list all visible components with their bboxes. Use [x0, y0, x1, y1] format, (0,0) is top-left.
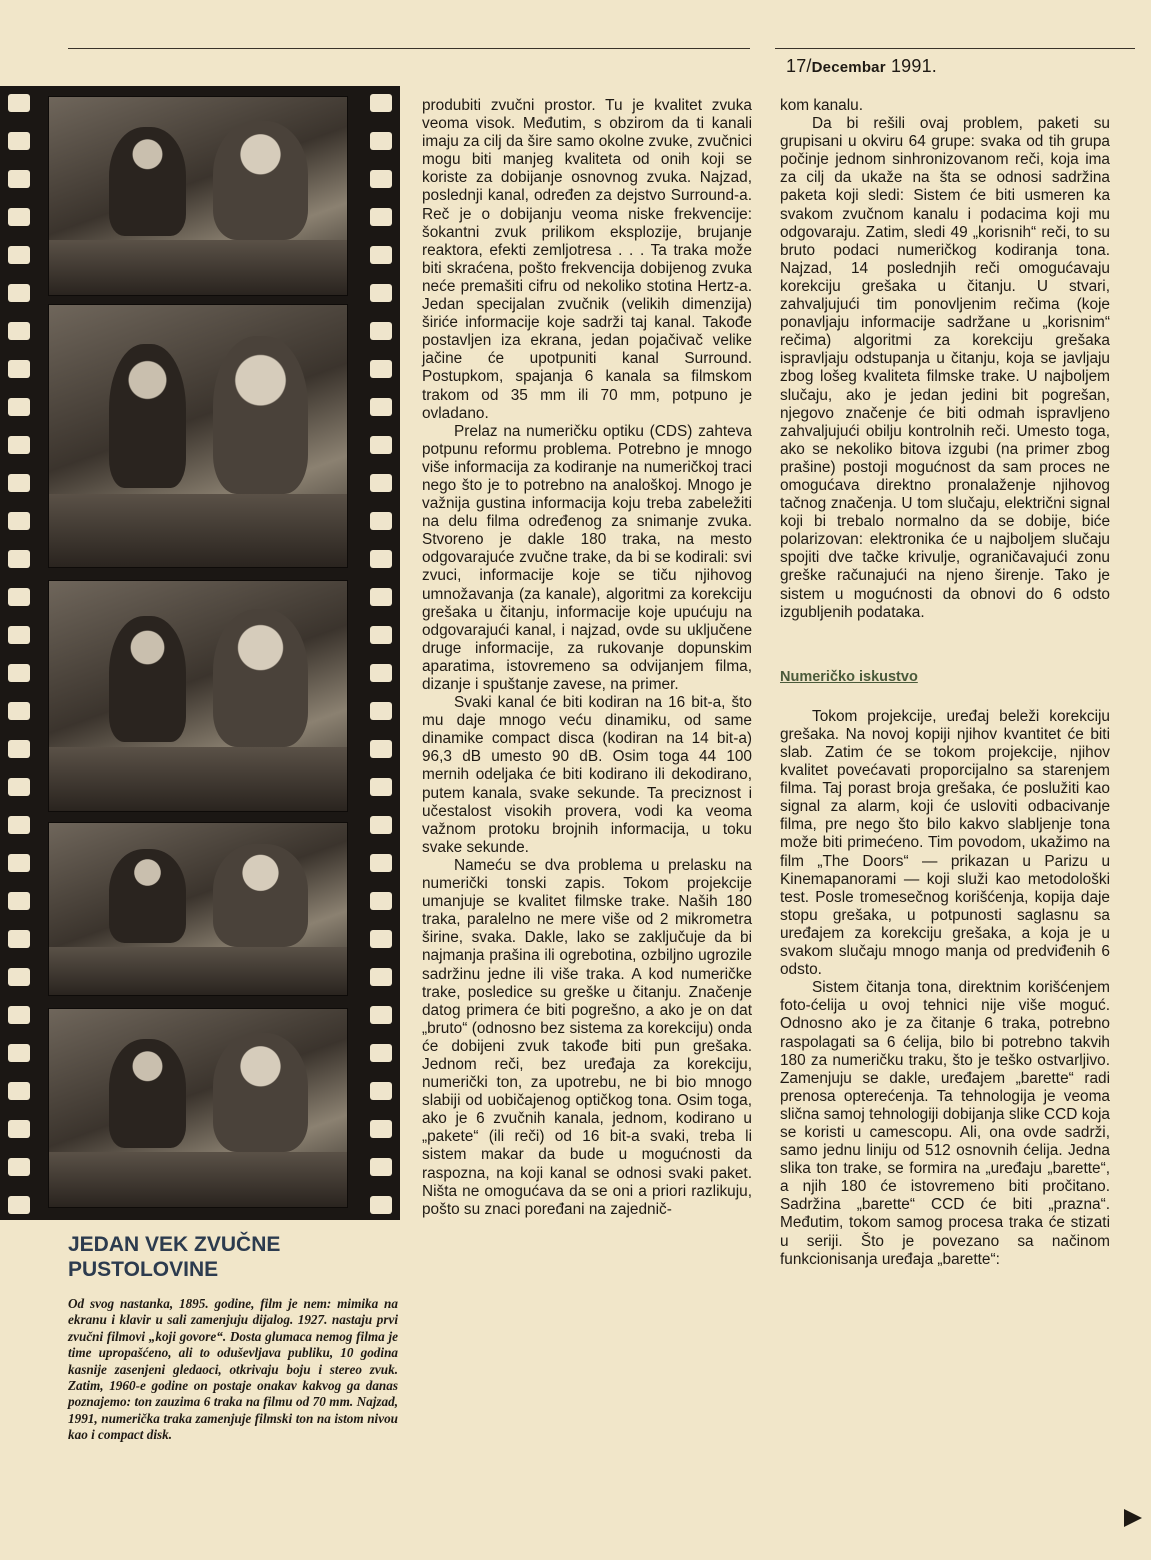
paragraph: Da bi rešili ovaj problem, paketi su grupisani u okviru 64 grupe: svaka od tih grupa počinje jednom sinhronizovanom reči, koja ima za cilj da ukaže na šta se odnosi sadržina paketa koji sledi: Sistem će biti usmeren ka svakom zvučnom kanalu i podacima koji mu odgovaraju. Zatim, sledi 49 „korisnih“ reči, to su bruto podaci numeričkog kodiranja tona. Najzad, 14 poslednjih reči omogućavaju korekciju grešaka u čitanju. U stvari, zahvaljujući tim ponovljenim rečima (koje ponavljaju informacije sadržane u „korisnim“ rečima) algoritmi za korekciju grešaka ispravljaju odstupanja u čitanju, koja se javljaju zbog lošeg kvaliteta filmske trake. U najboljem slučaju, ako je jedan jedini bit pogrešan, njegovo značenje će biti odmah ispravljeno zahvaljujući obilju kontrolnih reči. Umesto toga, ako se nekoliko bitova izgubi (na primer zbog prašine) postoji mogućnost da sam proces ne omogućava direktno pronalaženje njihovog tačnog značenja. U tom slučaju, električni signal koji bi trebalo normalno da se dobije, biće polarizovan: elektronika će u najboljem slučaju spojiti dve tačke krivulje, ograničavajući zonu greške računajući na njeno širenje. Tako je sistem u mogućnosti da obnovi do 6 odsto izgubljenih podataka. [780, 115, 1110, 621]
film-perforation [8, 208, 30, 226]
photo-figure [213, 1033, 308, 1152]
film-perforation [370, 474, 392, 492]
caption-title-line1: JEDAN VEK ZVUČNE [68, 1233, 281, 1256]
film-perforation [370, 740, 392, 758]
paragraph: Nameću se dva problema u prelasku na numerički tonski zapis. Tokom projekcije umanjuje se kvalitet filmske trake. Naših 180 traka, paralelno ne mere više od 2 mikrometra širine, svaka. Dakle, lako se zaključuje da bi najmanja prašina ili ogrebotina, ozbiljno ugrozile sadržinu jedne ili više traka. A kod numeričke trake, posledice su greške u čitanju. Značenje datog primera će biti pogrešno, a ako je on dat „bruto“ (odnosno bez sistema za korekciju) onda će dobijeni zvuk takođe biti pun grešaka. Jednom reči, bez uređaja za korekciju, numerički ton, za upotrebu, ne bi bio mnogo slabiji od uobičajenog optičkog tona. Osim toga, ako je 6 zvučnih kanala, jednom, kodirano u „pakete“ (ili reči) od 16 bit-a svaki, treba li sistem makar da bude u mogućnosti da raspozna, na koji kanal se odnosi svaki paket. Ništa ne omogućava da se oni a priori razlikuju, pošto su znaci poređani na zajednič- [422, 856, 752, 1218]
film-perforation [370, 1196, 392, 1214]
photo-figure [213, 609, 308, 747]
film-frame-photo [48, 304, 348, 568]
film-perforation [370, 778, 392, 796]
film-perforation [8, 588, 30, 606]
right-column [780, 97, 1110, 1269]
film-frame-photo [48, 1008, 348, 1208]
paragraph: kom kanalu. [780, 97, 863, 114]
film-perforation [370, 360, 392, 378]
film-perforation [8, 778, 30, 796]
film-frame-photo [48, 822, 348, 996]
photo-figure [109, 616, 186, 743]
film-frame-photo [48, 580, 348, 812]
film-perforation [8, 398, 30, 416]
issue-year: 1991. [890, 56, 938, 76]
film-perforation [370, 1006, 392, 1024]
film-perforation [370, 436, 392, 454]
page-header: 17/Decembar 1991. [786, 56, 938, 76]
photo-figure [49, 747, 347, 811]
photo-figure [109, 1039, 186, 1148]
film-perforation [8, 892, 30, 910]
caption-title [68, 1232, 398, 1282]
film-perforation [8, 854, 30, 872]
film-perforation [370, 132, 392, 150]
film-perforation [8, 284, 30, 302]
film-perforation [370, 322, 392, 340]
film-perforation [8, 740, 30, 758]
film-perforation [8, 664, 30, 682]
photo-figure [213, 336, 308, 493]
film-perforation [370, 170, 392, 188]
film-perforation [370, 588, 392, 606]
photo-figure [109, 849, 186, 944]
film-perforation [370, 816, 392, 834]
film-perforation [8, 1158, 30, 1176]
paragraph: Tokom projekcije, uređaj beleži korekciju grešaka. Na novoj kopiji njihov kvantitet će biti slab. Zatim će se tokom projekcije, njihov kvalitet povećavati proporcijalno sa starenjem filma. Taj porast broja grešaka, će poslužiti kao signal za alarm, koji će usloviti odbacivanje filma, pre nego što bilo kakvo slabljenje tona može biti primećeno. Tim povodom, ukažimo na film „The Doors“ — prikazan u Parizu u Kinemapanorami — koji služi kao metodološki test. Posle tromesečnog korišćenja, kopija daje stopu grešaka, u potpunosti saglasnu sa uređajem za korekciju grešaka, a koja je u svakom slučaju mnogo manja od predviđenih 6 odsto. [780, 707, 1110, 979]
top-rule-right [775, 48, 1135, 49]
issue-month: Decembar [811, 59, 886, 76]
film-perforation [8, 626, 30, 644]
film-perforation [370, 246, 392, 264]
film-perforation [370, 892, 392, 910]
photo-figure [49, 1152, 347, 1207]
film-perforation [8, 816, 30, 834]
caption-title-line2: PUSTOLOVINE [68, 1258, 219, 1281]
film-perforation [370, 1082, 392, 1100]
section-heading: Numeričko iskustvo [780, 668, 918, 685]
paragraph: Svaki kanal će biti kodiran na 16 bit-a, što mu daje mnogo veću dinamiku, od same dinamike compact disca (kodiran na 14 bit-a) 96,3 dB umesto 90 dB. Osim toga 44 100 mernih odeljaka će biti kodirano ili dekodirano, putem kanala, svake sekunde. Ta preciznost i učestalost visokih provera, vodi ka veoma važnom protoku brojnih informacija, u toku svake sekunde. [422, 694, 752, 856]
paragraph: Prelaz na numeričku optiku (CDS) zahteva potpunu reformu problema. Potrebno je mnogo više informacija za kodiranje na numeričkoj traci nego što je to potrebno na analoškoj. Mnogo je važnija gustina informacija koju treba zabeležiti na delu filma određenog za snimanje zvuka. Stvoreno je dakle 180 traka, na mesto odgovarajuće zvučne trake, da bi se kodirali: svi zvuci, informacije koje se tiču njihovog umnožavanja (za kanale), algoritmi za korekciju grešaka u čitanju, informacije koje upućuju na odgovarajući kanal, i najzad, ovde su uključene druge informacije, za rukovanje dopunskim aparatima, istovremeno sa odvijanjem filma, dizanje i spuštanje zavese, na primer. [422, 422, 752, 693]
film-perforation [370, 1120, 392, 1138]
paragraph: Sistem čitanja tona, direktnim korišćenjem foto-ćelija u ovoj tehnici nije više moguć. Odnosno ako je za čitanje 6 traka, potrebno raspolagati sa 6 ćelija, bilo bi potrebno takvih 180 za numeričku traku, što je teško ostvarljivo. Zamenjuju se dakle, uređajem „barette“ radi prenosa opterećenja. Ta tehnologija je veoma slična samoj tehnologiji dobijanja slike CCD koja se koristi u camescopu. Ali, ona ovde sadrži, samo jednu liniju od 512 osnovnih ćelija. Jedna slika ton trake, se formira na „uređaju „barette“, a njih 180 će istovremeno biti pročitano. Sadržina „barette“ CCD će biti „prazna“. Međutim, tokom samog procesa traka će stizati u seriji. Što je povezano sa načinom funkcionisanja uređaja „barette“: [780, 979, 1110, 1268]
film-perforation [370, 626, 392, 644]
photo-figure [49, 240, 347, 295]
film-perforation [370, 702, 392, 720]
film-perforation [8, 1044, 30, 1062]
photo-figure [213, 844, 308, 947]
photo-figure [109, 344, 186, 488]
photo-figure [109, 127, 186, 236]
film-perforation [370, 664, 392, 682]
film-perforation [8, 246, 30, 264]
film-perforation [8, 512, 30, 530]
film-perforation [8, 1196, 30, 1214]
film-perforation [8, 436, 30, 454]
film-perforation [8, 702, 30, 720]
film-perforation [8, 94, 30, 112]
page-number: 17 [786, 56, 807, 76]
film-frame-photo [48, 96, 348, 296]
paragraph: produbiti zvučni prostor. Tu je kvalitet zvuka veoma visok. Međutim, s obzirom da ti kanali imaju za cilj da šire samo okolne zvuke, zvučnici mogu biti manjeg kvaliteta od onih koji se koriste za dobijanje osnovnog zvuka. Najzad, poslednji kanal, određen za dejstvo Surround-a. Reč je o dobijanju veoma niske frekvencije: šokantni zvuk prilikom eksplozije, brujanje reaktora, efekti zemljotresa . . . Ta traka može biti skraćena, pošto frekvencija dobijenog zvuka neće premašiti cifru od nekoliko stotina Hertz-a. Jedan specijalan zvučnik (velikih dimenzija) širiće informacije koje sadrži taj kanal. Takođe postavljen iza ekrana, jedan pojačivač velike jačine će upotpuniti kanal Surround. Postupkom, spajanja 6 kanala sa filmskom trakom od 35 mm ili 70 mm, potpuno je ovladano. [422, 97, 752, 422]
film-perforation [8, 1006, 30, 1024]
film-perforation [8, 968, 30, 986]
film-perforation [370, 284, 392, 302]
photo-figure [213, 121, 308, 240]
film-perforation [370, 550, 392, 568]
film-perforation [8, 930, 30, 948]
film-perforation [370, 512, 392, 530]
film-perforation [370, 1158, 392, 1176]
film-perforation [370, 94, 392, 112]
film-perforation [8, 322, 30, 340]
film-perforation [370, 1044, 392, 1062]
film-perforation [370, 208, 392, 226]
photo-figure [49, 947, 347, 995]
caption-body: Od svog nastanka, 1895. godine, film je nem: mimika na ekranu i klavir u sali zamenjuju dijalog. 1927. nastaju prvi zvučni filmovi „koji govore“. Dosta glumaca nemog filma je time upropašćeno, ali to oduševljava publiku, 10 godina kasnije zasenjeni gledaoci, otkrivaju boju i stereo zvuk. Zatim, 1960-e godine on postaje onakav kakvog ga danas poznajemo: ton zauzima 6 traka na filmu od 70 mm. Najzad, 1991, numerička traka zamenjuje filmski ton na istom nivou kao i compact disk. [68, 1296, 398, 1443]
film-strip-illustration [0, 86, 400, 1220]
photo-figure [49, 494, 347, 567]
top-rule-left [68, 48, 750, 49]
middle-column [422, 97, 752, 1219]
film-perforation [8, 1120, 30, 1138]
continue-arrow-icon [1124, 1509, 1142, 1527]
film-perforation [8, 360, 30, 378]
film-perforation [370, 398, 392, 416]
film-perforation [8, 474, 30, 492]
film-perforation [8, 170, 30, 188]
film-perforation [370, 968, 392, 986]
film-perforation [8, 132, 30, 150]
film-perforation [370, 930, 392, 948]
film-perforation [8, 550, 30, 568]
film-perforation [370, 854, 392, 872]
film-perforation [8, 1082, 30, 1100]
